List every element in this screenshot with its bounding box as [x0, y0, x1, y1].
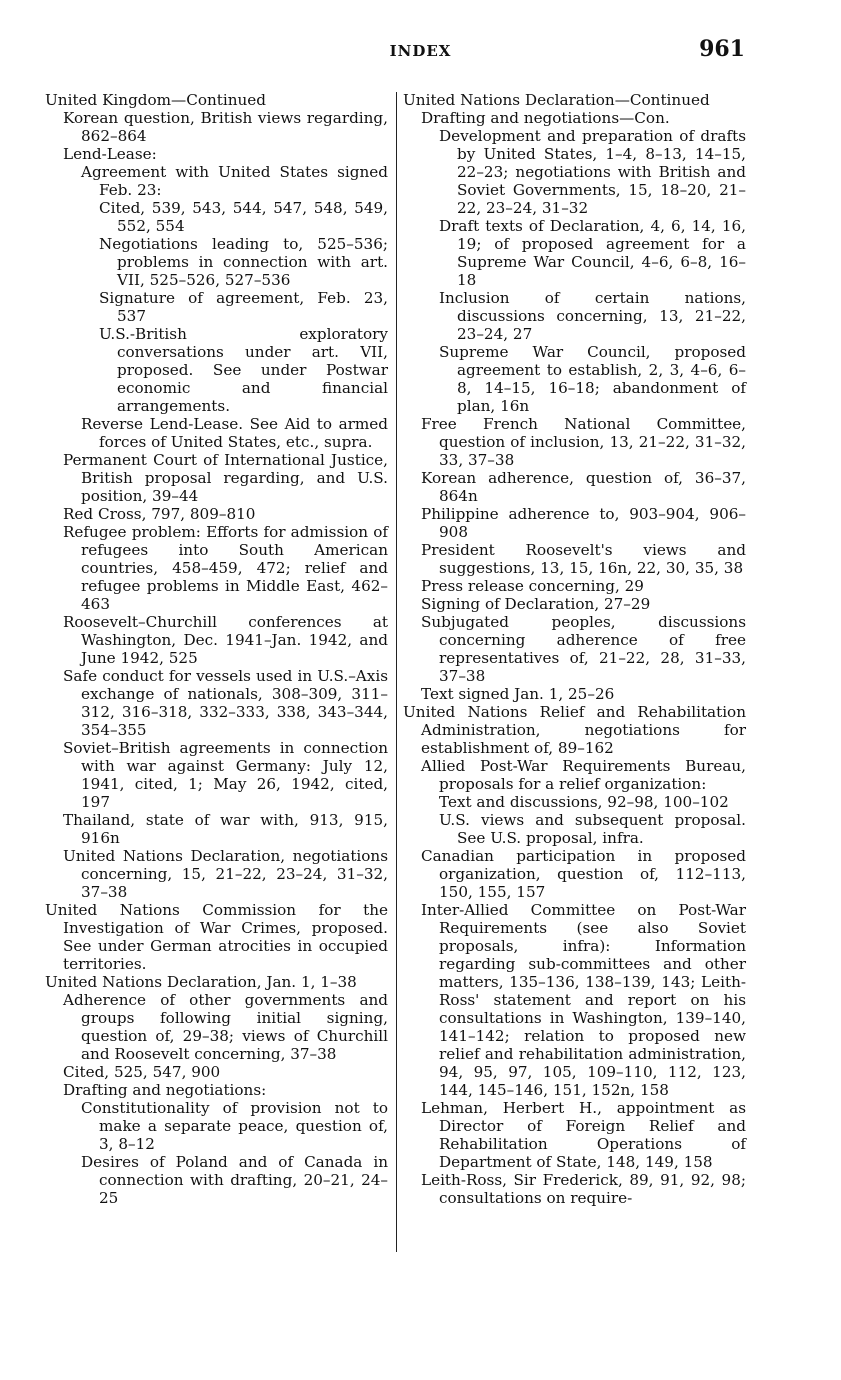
index-entry: Cited, 539, 543, 544, 547, 548, 549, 552, 554	[99, 199, 388, 235]
index-entry: Drafting and negotiations—Con.	[421, 109, 670, 127]
index-entry: Permanent Court of International Justice, British proposal regarding, and U.S. position, 39–44	[63, 451, 388, 505]
index-entry: Leith-Ross, Sir Frederick, 89, 91, 92, 98; consultations on require-	[421, 1171, 746, 1207]
index-entry: Allied Post-War Requirements Bureau, proposals for a relief organization:	[421, 757, 746, 793]
index-entry: Free French National Committee, question of inclusion, 13, 21–22, 31–32, 33, 37–38	[421, 415, 746, 469]
index-entry: Inter-Allied Committee on Post-War Requirements (see also Soviet proposals, infra): Information regarding sub-committees and other matters, 135–136, 138–139, 143; Leith-Ross' statement and report on his consultations in Washington, 139–140, 141–142; relation to proposed new relief and rehabilitation administration, 94, 95, 97, 105, 109–110, 112, 123, 144, 145–146, 151, 152n, 158	[421, 901, 746, 1099]
index-entry: United Kingdom—Continued	[45, 91, 267, 109]
index-entry: Subjugated peoples, discussions concerning adherence of free representatives of, 21–22, 28, 31–33, 37–38	[421, 613, 746, 685]
index-entry: U.S.-British exploratory conversations under art. VII, proposed. See under Postwar economic and financial arrangements.	[99, 325, 388, 415]
index-entry: Soviet–British agreements in connection with war against Germany: July 12, 1941, cited, 1; May 26, 1942, cited, 197	[63, 739, 388, 811]
index-entry: United Nations Declaration, negotiations concerning, 15, 21–22, 23–24, 31–32, 37–38	[63, 847, 388, 901]
index-entry: Philippine adherence to, 903–904, 906–908	[421, 505, 746, 541]
index-entry: U.S. views and subsequent proposal. See U.S. proposal, infra.	[439, 811, 746, 847]
index-entry: United Nations Commission for the Investigation of War Crimes, proposed. See under German atrocities in occupied territories.	[45, 901, 388, 973]
index-entry: Red Cross, 797, 809–810	[63, 505, 256, 523]
index-entry: Signing of Declaration, 27–29	[421, 595, 651, 613]
index-entry: Cited, 525, 547, 900	[63, 1063, 221, 1081]
index-entry: Development and preparation of drafts by United States, 1–4, 8–13, 14–15, 22–23; negotiations with British and Soviet Governments, 15, 18–20, 21–22, 23–24, 31–32	[439, 127, 746, 217]
index-entry: Korean adherence, question of, 36–37, 864n	[421, 469, 746, 505]
index-entry: Constitutionality of provision not to make a separate peace, question of, 3, 8–12	[81, 1099, 388, 1153]
index-entry: Signature of agreement, Feb. 23, 537	[99, 289, 388, 325]
index-entry: Press release concerning, 29	[421, 577, 644, 595]
index-entry: Desires of Poland and of Canada in connection with drafting, 20–21, 24–25	[81, 1153, 388, 1207]
index-column-left	[45, 91, 388, 1207]
index-column-right	[403, 91, 746, 1207]
index-entry: Lend-Lease:	[63, 145, 157, 163]
index-entry: Inclusion of certain nations, discussions concerning, 13, 21–22, 23–24, 27	[439, 289, 746, 343]
index-entry: Draft texts of Declaration, 4, 6, 14, 16, 19; of proposed agreement for a Supreme War Council, 4–6, 6–8, 16–18	[439, 217, 746, 289]
index-entry: President Roosevelt's views and suggestions, 13, 15, 16n, 22, 30, 35, 38	[421, 541, 746, 577]
index-entry: Reverse Lend-Lease. See Aid to armed forces of United States, etc., supra.	[81, 415, 388, 451]
index-entry: Agreement with United States signed Feb. 23:	[81, 163, 388, 199]
index-entry: Text and discussions, 92–98, 100–102	[439, 793, 729, 811]
index-entry: Korean question, British views regarding, 862–864	[63, 109, 388, 145]
index-entry: Refugee problem: Efforts for admission of refugees into South American countries, 458–459, 472; relief and refugee problems in Middle East, 462–463	[63, 523, 388, 613]
index-entry: Roosevelt–Churchill conferences at Washington, Dec. 1941–Jan. 1942, and June 1942, 525	[63, 613, 388, 667]
page-number: 961	[699, 36, 745, 62]
index-entry: Text signed Jan. 1, 25–26	[421, 685, 615, 703]
index-entry: United Nations Declaration—Continued	[403, 91, 710, 109]
index-entry: United Nations Relief and Rehabilitation Administration, negotiations for establishment of, 89–162	[403, 703, 746, 757]
running-head: INDEX	[389, 42, 452, 60]
index-entry: Drafting and negotiations:	[63, 1081, 267, 1099]
index-entry: Supreme War Council, proposed agreement to establish, 2, 3, 4–6, 6–8, 14–15, 16–18; abandonment of plan, 16n	[439, 343, 746, 415]
index-entry: Adherence of other governments and groups following initial signing, question of, 29–38; views of Churchill and Roosevelt concerning, 37–38	[63, 991, 388, 1063]
index-entry: Thailand, state of war with, 913, 915, 916n	[63, 811, 388, 847]
index-entry: Lehman, Herbert H., appointment as Director of Foreign Relief and Rehabilitation Operations of Department of State, 148, 149, 158	[421, 1099, 746, 1171]
column-divider	[396, 92, 397, 1252]
index-entry: Canadian participation in proposed organization, question of, 112–113, 150, 155, 157	[421, 847, 746, 901]
index-entry: Safe conduct for vessels used in U.S.–Axis exchange of nationals, 308–309, 311–312, 316–318, 332–333, 338, 343–344, 354–355	[63, 667, 388, 739]
index-entry: Negotiations leading to, 525–536; problems in connection with art. VII, 525–526, 527–536	[99, 235, 388, 289]
index-entry: United Nations Declaration, Jan. 1, 1–38	[45, 973, 357, 991]
